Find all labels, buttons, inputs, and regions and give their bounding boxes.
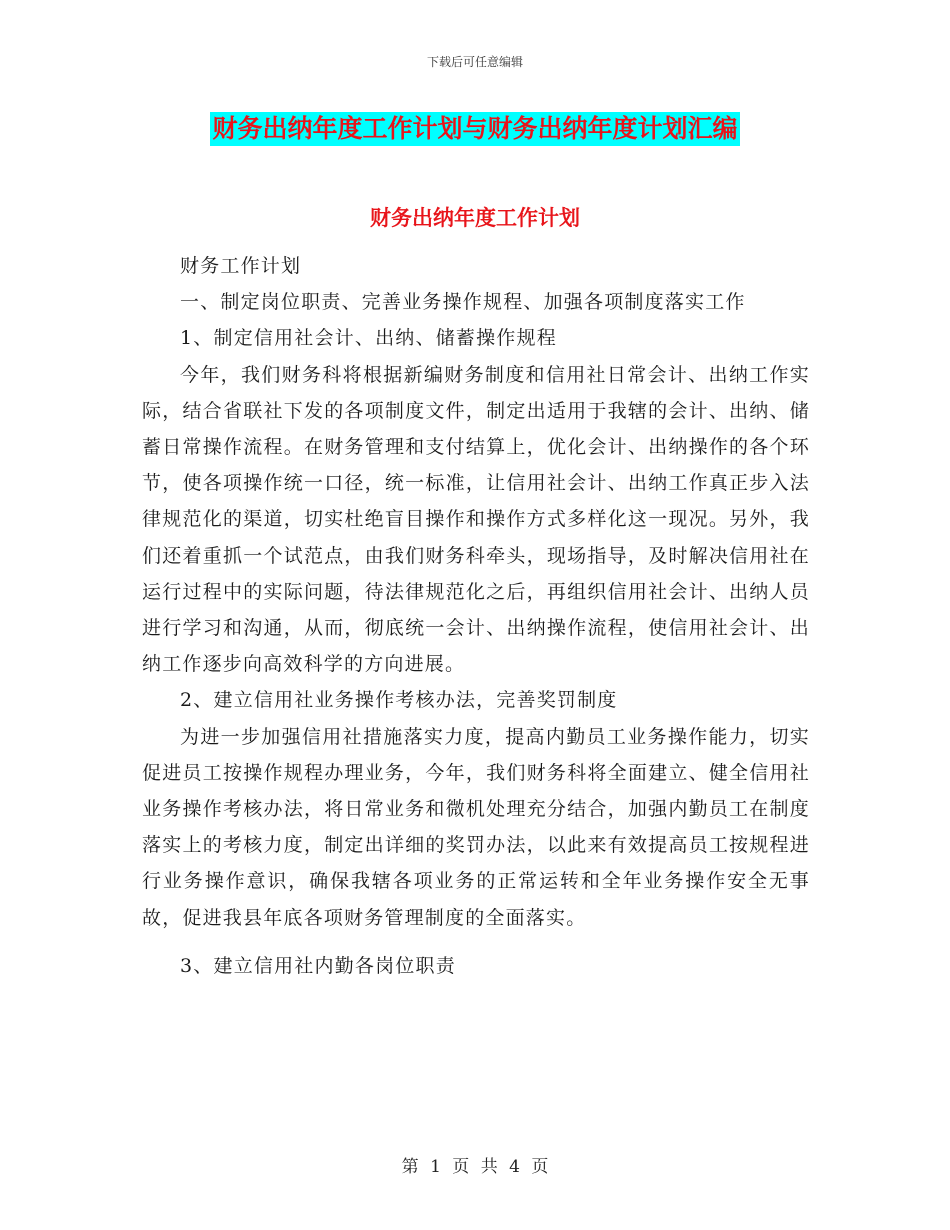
subsection-heading: 2、建立信用社业务操作考核办法，完善奖罚制度 [180, 689, 618, 712]
document-body [142, 248, 810, 984]
main-title: 财务出纳年度工作计划与财务出纳年度计划汇编 [210, 112, 739, 146]
main-title-container [0, 112, 950, 146]
paragraph-heading: 财务工作计划 [180, 255, 302, 277]
section-heading: 一、制定岗位职责、完善业务操作规程、加强各项制度落实工作 [180, 291, 746, 314]
subsection-heading: 1、制定信用社会计、出纳、储蓄操作规程 [180, 327, 557, 350]
paragraph: 今年，我们财务科将根据新编财务制度和信用社日常会计、出纳工作实际，结合省联社下发的各项制度文件，制定出适用于我辖的会计、出纳、储蓄日常操作流程。在财务管理和支付结算上，优化会计、出纳操作的各个环节，使各项操作统一口径，统一标准，让信用社会计、出纳工作真正步入法律规范化的渠道，切实杜绝盲目操作和操作方式多样化这一现况。另外，我们还着重抓一个试范点，由我们财务科牵头，现场指导，及时解决信用社在运行过程中的实际问题，待法律规范化之后，再组织信用社会计、出纳人员进行学习和沟通，从而，彻底统一会计、出纳操作流程，使信用社会计、出纳工作逐步向高效科学的方向进展。 [142, 363, 810, 676]
paragraph: 为进一步加强信用社措施落实力度，提高内勤员工业务操作能力，切实促进员工按操作规程办理业务，今年，我们财务科将全面建立、健全信用社业务操作考核办法，将日常业务和微机处理充分结合，加强内勤员工在制度落实上的考核力度，制定出详细的奖罚办法，以此来有效提高员工按规程进行业务操作意识，确保我辖各项业务的正常运转和全年业务操作安全无事故，促进我县年底各项财务管理制度的全面落实。 [142, 725, 810, 929]
sub-title: 财务出纳年度工作计划 [370, 206, 580, 230]
page-footer: 第 1 页 共 4 页 [401, 1157, 549, 1177]
subsection-heading: 3、建立信用社内勤各岗位职责 [180, 954, 456, 977]
header-note: 下载后可任意编辑 [426, 55, 523, 69]
